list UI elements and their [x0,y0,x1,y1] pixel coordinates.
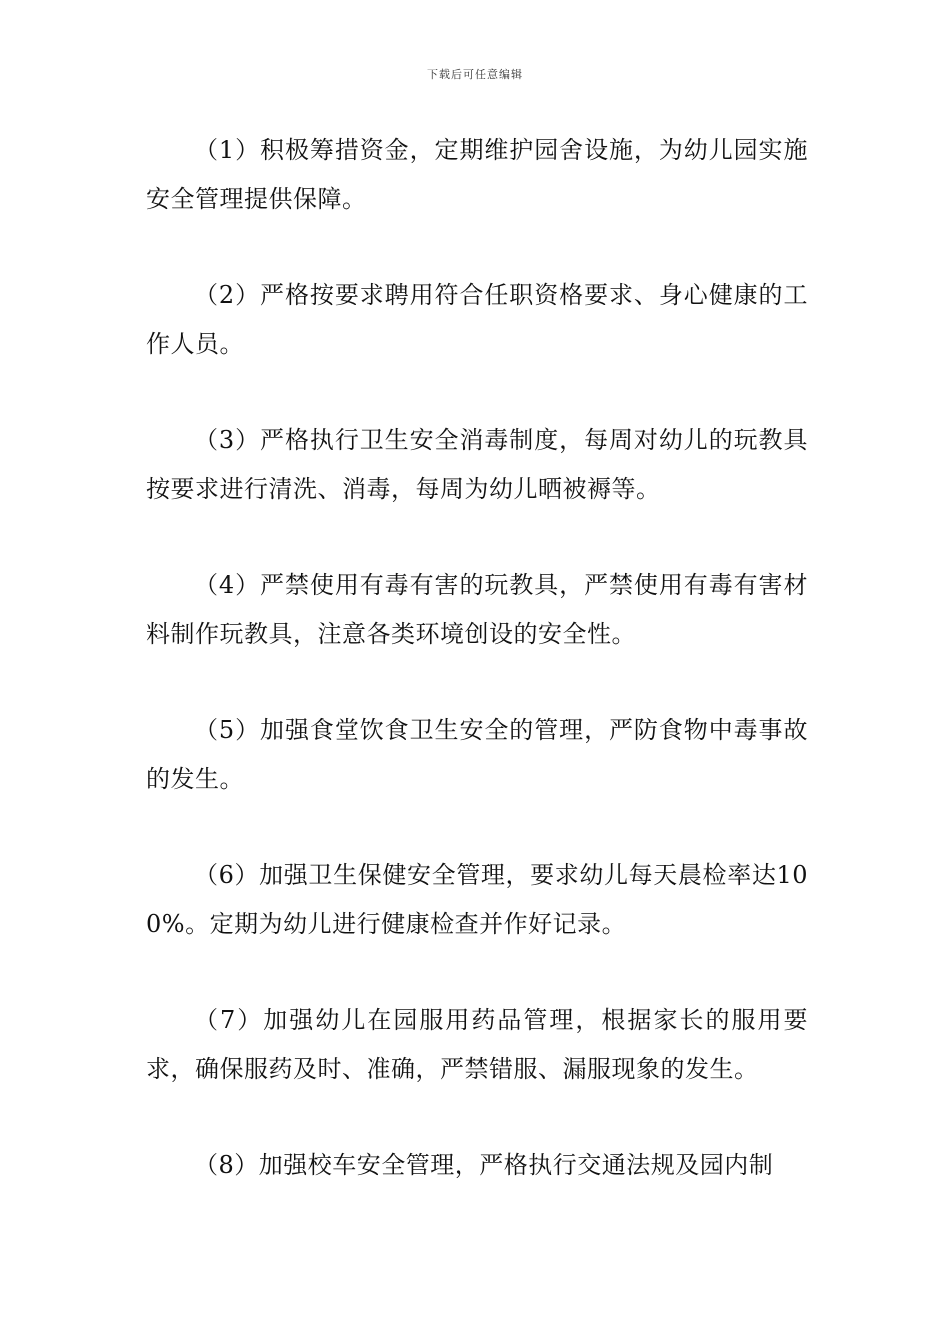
document-body [146,126,808,1237]
paragraph-5: （5）加强食堂饮食卫生安全的管理，严防食物中毒事故的发生。 [146,716,808,793]
paragraph-6: （6）加强卫生保健安全管理，要求幼儿每天晨检率达100%。定期为幼儿进行健康检查并作好记录。 [146,861,808,938]
paragraph-4: （4）严禁使用有毒有害的玩教具，严禁使用有毒有害材料制作玩教具，注意各类环境创设的安全性。 [146,571,808,648]
paragraph-7: （7）加强幼儿在园服用药品管理，根据家长的服用要求，确保服药及时、准确，严禁错服、漏服现象的发生。 [146,1006,808,1083]
paragraph-8: （8）加强校车安全管理，严格执行交通法规及园内制 [194,1151,774,1179]
page-header-note: 下载后可任意编辑 [427,68,523,81]
paragraph-3: （3）严格执行卫生安全消毒制度，每周对幼儿的玩教具按要求进行清洗、消毒，每周为幼儿晒被褥等。 [146,426,808,503]
paragraph-2: （2）严格按要求聘用符合任职资格要求、身心健康的工作人员。 [146,281,808,358]
paragraph-1: （1）积极筹措资金，定期维护园舍设施，为幼儿园实施安全管理提供保障。 [146,136,808,213]
